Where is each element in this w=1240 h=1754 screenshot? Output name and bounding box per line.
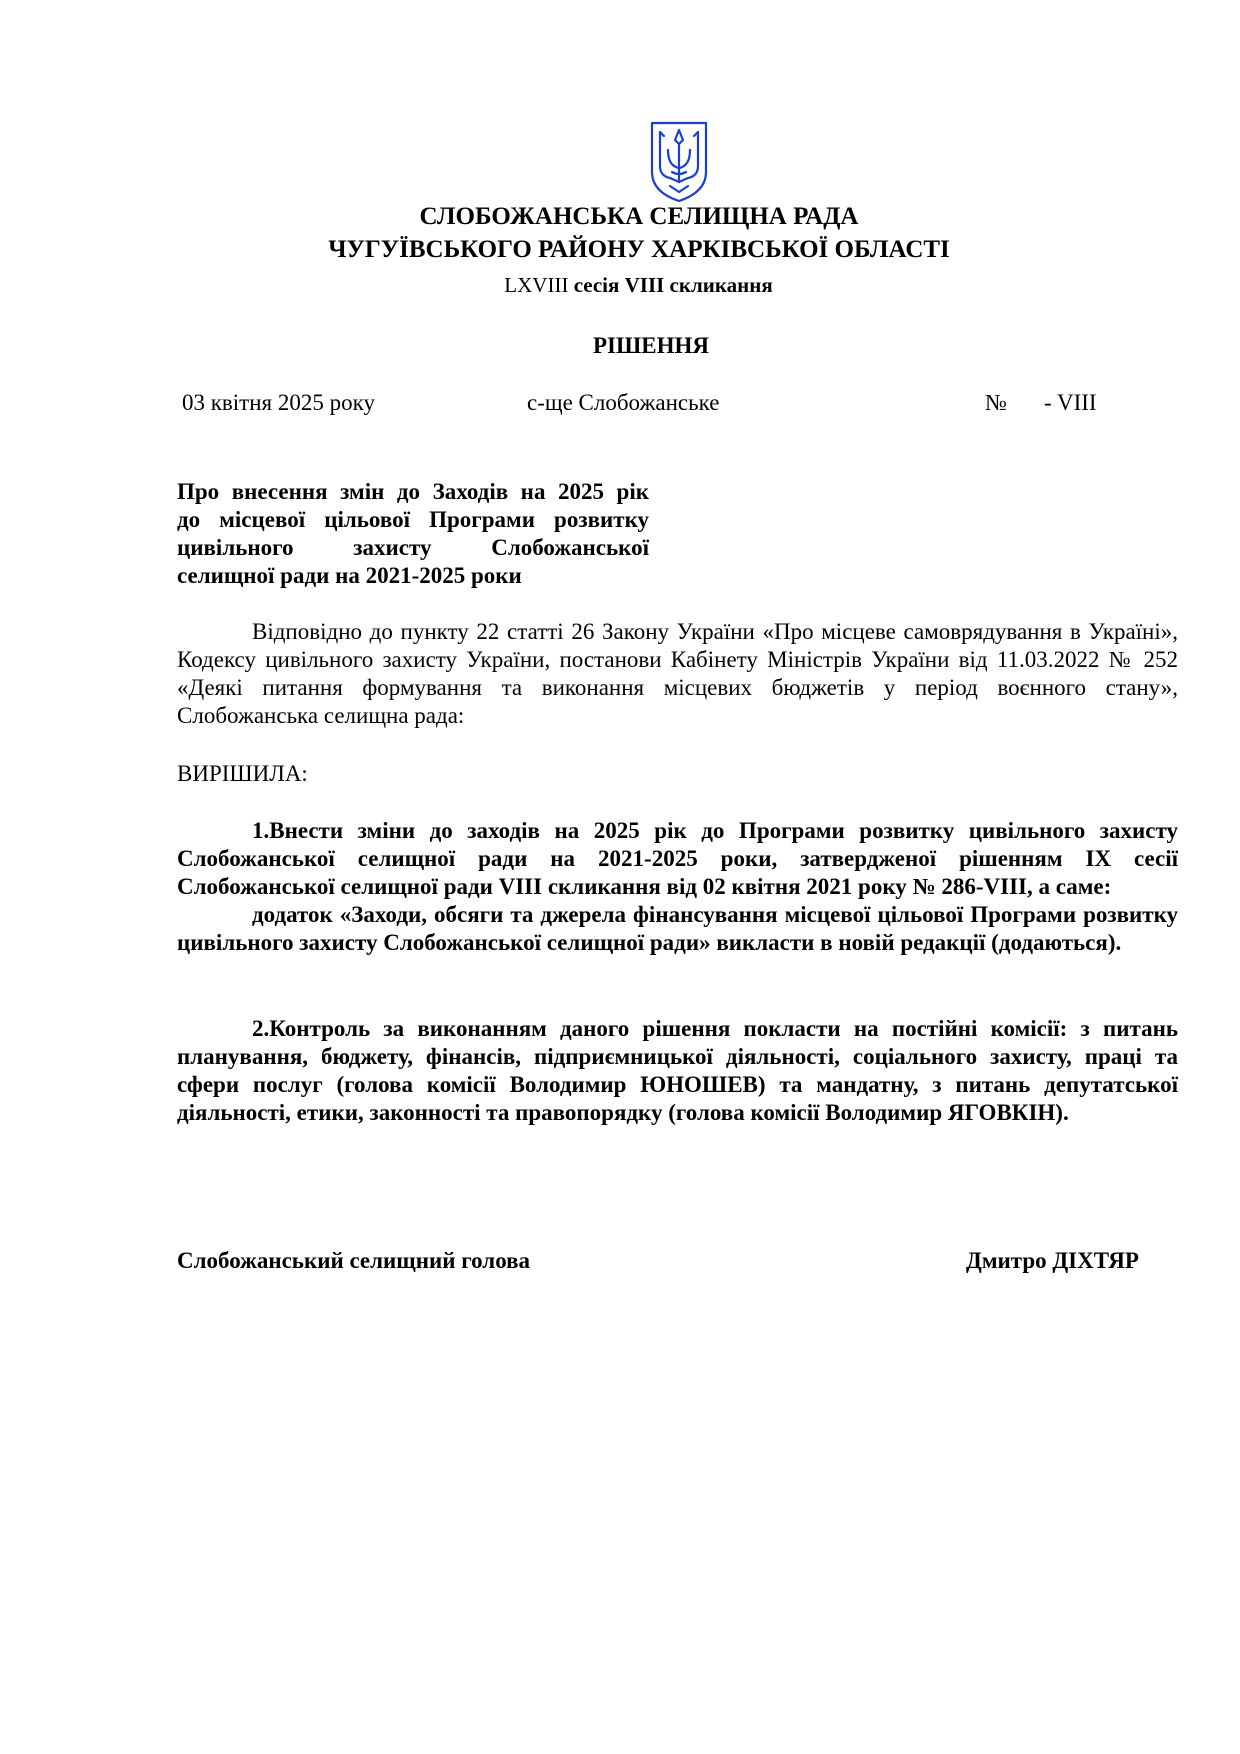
preamble-paragraph: Відповідно до пункту 22 статті 26 Закону України «Про місцеве самоврядування в Україні», Кодексу цивільного захисту України, постанови Кабінету Міністрів України від 11.03.2022 № 252 «Деякі питання формування та виконання місцевих бюджетів у період воєнного стану», Слобожанська селищна рада: xyxy=(177,619,1178,728)
decision-number-suffix: - VIII xyxy=(1044,390,1097,415)
coat-of-arms-trident-icon xyxy=(648,120,710,204)
decision-number-label: № xyxy=(985,390,1007,415)
document-type-title: РІШЕННЯ xyxy=(593,333,709,358)
subject-line: до місцевої цільової Програми розвитку xyxy=(177,507,649,532)
decision-date: 03 квітня 2025 року xyxy=(182,390,375,415)
session-text: сесія VIII скликання xyxy=(573,273,773,297)
signatory-title: Слобожанський селищний голова xyxy=(177,1248,531,1273)
session-number: LXVIII xyxy=(504,273,569,297)
signatory-name: Дмитро ДІХТЯР xyxy=(966,1248,1139,1273)
subject-line: цивільного захисту Слобожанської xyxy=(177,535,649,560)
decision-item-1-annex: додаток «Заходи, обсяги та джерела фінансування місцевої цільової Програми розвитку цивільного захисту Слобожанської селищної ради» викласти в новій редакції (додаються). xyxy=(177,902,1178,955)
subject-line: Про внесення змін до Заходів на 2025 рік xyxy=(177,479,649,504)
subject-line: селищної ради на 2021-2025 роки xyxy=(177,563,522,588)
council-name-line2: ЧУГУЇВСЬКОГО РАЙОНУ ХАРКІВСЬКОЇ ОБЛАСТІ xyxy=(328,236,950,263)
decision-item-2: 2.Контроль за виконанням даного рішення покласти на постійні комісії: з питань планування, бюджету, фінансів, підприємницької діяльності, соціального захисту, праці та сфери послуг (голова комісії Володимир ЮНОШЕВ) та мандатну, з питань депутатської діяльності, етики, законності та правопорядку (голова комісії Володимир ЯГОВКІН). xyxy=(177,1016,1178,1125)
decision-place: с-ще Слобожанське xyxy=(527,390,720,415)
resolved-heading: ВИРІШИЛА: xyxy=(177,761,308,786)
council-name-line1: СЛОБОЖАНСЬКА СЕЛИЩНА РАДА xyxy=(419,203,859,230)
decision-item-1: 1.Внести зміни до заходів на 2025 рік до Програми розвитку цивільного захисту Слобожанської селищної ради на 2021-2025 роки, затвердженої рішенням ІХ сесії Слобожанської селищної ради VIII скликання від 02 квітня 2021 року № 286-VIII, а саме: xyxy=(177,818,1178,899)
decision-subject xyxy=(177,478,649,590)
session-line xyxy=(0,273,1240,298)
